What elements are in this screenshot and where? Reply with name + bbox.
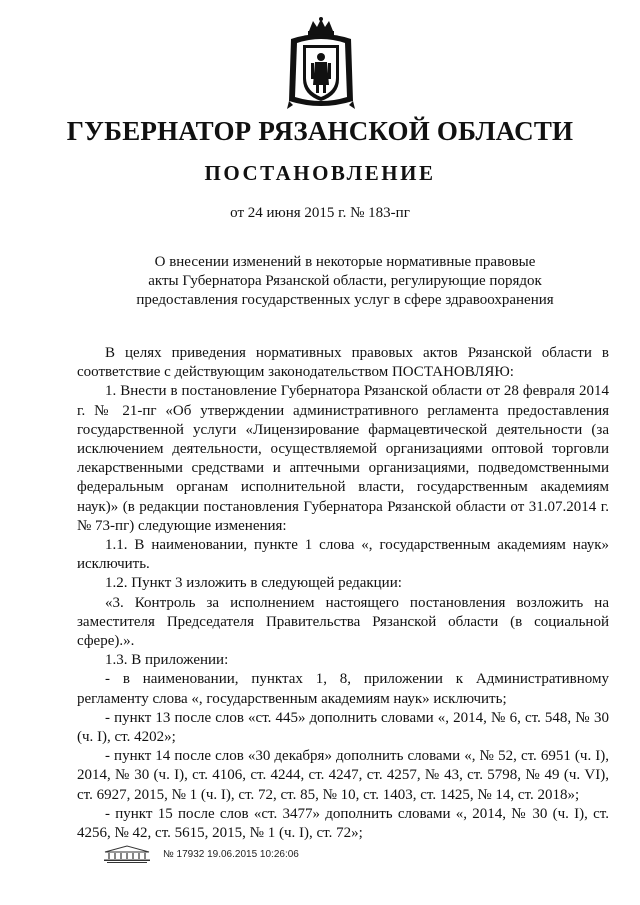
body-paragraph: - пункт 13 после слов «ст. 445» дополнить словами «, 2014, № 6, ст. 548, № 30 (ч. I), ст. 4202»; bbox=[77, 709, 609, 746]
government-building-stamp-icon bbox=[101, 844, 153, 864]
issuing-authority: ГУБЕРНАТОР РЯЗАНСКОЙ ОБЛАСТИ bbox=[66, 116, 574, 146]
body-paragraph: - в наименовании, пунктах 1, 8, приложении к Административному регламенту слова «, государственным академиям наук» исключить; bbox=[77, 671, 609, 707]
coat-of-arms-icon bbox=[283, 17, 359, 113]
document-subject bbox=[90, 253, 600, 310]
subject-line: предоставления государственных услуг в сфере здравоохранения bbox=[136, 292, 554, 308]
registration-reference: № 17932 19.06.2015 10:26:06 bbox=[163, 849, 299, 860]
body-paragraph: - пункт 14 после слов «30 декабря» дополнить словами «, № 52, ст. 6951 (ч. I), 2014, № 30 (ч. I), ст. 4106, ст. 4244, ст. 4247, ст. 4257, № 43, ст. 5798, № 49 (ч. VI), ст. 6927, 2015, № 1 (ч. I), ст. 72, ст. 85, № 10, ст. 1403, ст. 1425, № 14, ст. 2018»; bbox=[77, 748, 609, 803]
body-paragraph: 1. Внести в постановление Губернатора Рязанской области от 28 февраля 2014 г. № 21-пг «Об утверждении административного регламента предоставления государственной услуги «Лицензирование фармацевтической деятельности (за исключением деятельности, осуществляемой организациями оптовой торговли лекарственными средствами и аптечными организациями, подведомственными федеральным органам исполнительной власти, государственным академиям наук)» (в редакции постановления Губернатора Рязанской области от 31.07.2014 г. № 73-пг) следующие изменения: bbox=[77, 383, 609, 534]
body-paragraph: - пункт 15 после слов «ст. 3477» дополнить словами «, 2014, № 30 (ч. I), ст. 4256, № 42, ст. 5615, 2015, № 1 (ч. I), ст. 72»; bbox=[77, 805, 609, 842]
body-paragraph: «3. Контроль за исполнением настоящего постановления возложить на заместителя Председателя Правительства Рязанской области (в социальной сфере).». bbox=[77, 594, 609, 650]
subject-line: О внесении изменений в некоторые нормативные правовые bbox=[154, 254, 536, 270]
document-date-number: от 24 июня 2015 г. № 183-пг bbox=[230, 205, 410, 221]
body-paragraph: 1.1. В наименовании, пункте 1 слова «, государственным академиям наук» исключить. bbox=[77, 537, 609, 573]
body-paragraph: В целях приведения нормативных правовых актов Рязанской области в соответствие с действующим законодательством ПОСТАНОВЛЯЮ: bbox=[77, 345, 609, 381]
body-paragraph: 1.3. В приложении: bbox=[105, 652, 229, 669]
document-body bbox=[77, 344, 609, 843]
subject-line: акты Губернатора Рязанской области, регулирующие порядок bbox=[148, 273, 542, 289]
document-type: ПОСТАНОВЛЕНИЕ bbox=[204, 161, 436, 185]
body-paragraph: 1.2. Пункт 3 изложить в следующей редакции: bbox=[105, 575, 402, 592]
